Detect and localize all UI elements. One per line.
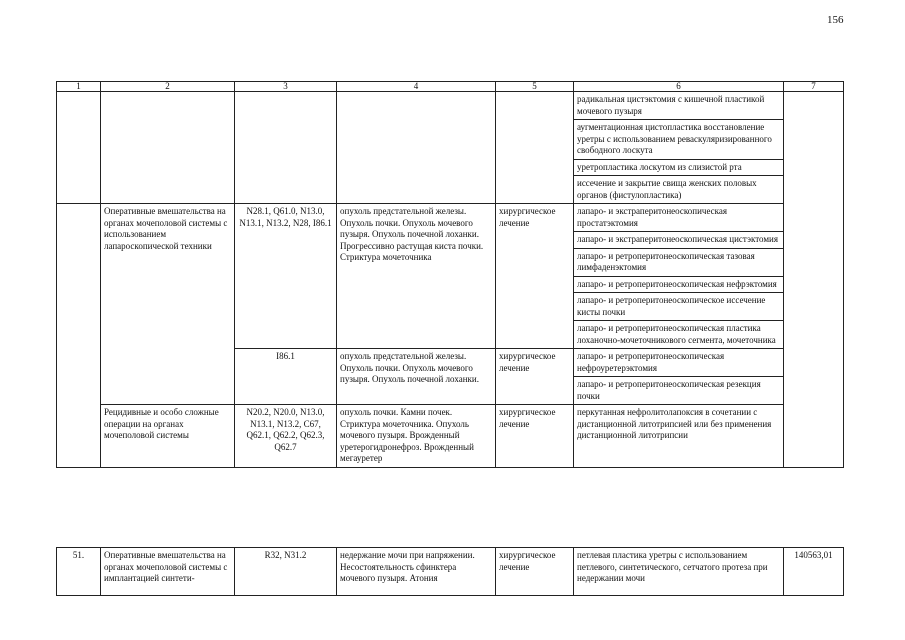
cell-empty	[496, 92, 574, 204]
method-cell: лапаро- и ретроперитонеоскопическая нефрэктомия	[574, 276, 784, 293]
method-cell: лапаро- и экстраперитонеоскопическая простатэктомия	[574, 204, 784, 232]
icd-codes: I86.1	[235, 349, 337, 405]
procedures-table	[56, 81, 844, 468]
procedures-table-row51	[56, 547, 844, 596]
method-cell: уретропластика лоскутом из слизистой рта	[574, 159, 784, 176]
header-row	[57, 82, 844, 92]
icd-codes: N20.2, N20.0, N13.0, N13.1, N13.2, C67, Q62.1, Q62.2, Q62.3, Q62.7	[235, 405, 337, 468]
column-header: 3	[235, 82, 337, 92]
icd-codes: N28.1, Q61.0, N13.0, N13.1, N13.2, N28, I86.1	[235, 204, 337, 349]
method-cell: лапаро- и ретроперитонеоскопическое иссечение кисты почки	[574, 293, 784, 321]
column-header: 1	[57, 82, 101, 92]
column-header: 6	[574, 82, 784, 92]
method-cell: лапаро- и ретроперитонеоскопическая тазовая лимфаденэктомия	[574, 248, 784, 276]
method-cell: иссечение и закрытие свища женских половых органов (фистулопластика)	[574, 176, 784, 204]
cell-empty	[57, 204, 101, 468]
cost-cell: 140563,01	[784, 548, 844, 596]
cell-empty	[57, 92, 101, 204]
method-cell: лапаро- и ретроперитонеоскопическая пластика лоханочно-мочеточникового сегмента, мочеточника	[574, 321, 784, 349]
method-cell: лапаро- и ретроперитонеоскопическая резекция почки	[574, 377, 784, 405]
method-cell: лапаро- и экстраперитонеоскопическая цистэктомия	[574, 232, 784, 249]
treatment-type: хирургическое лечение	[496, 548, 574, 596]
icd-codes: R32, N31.2	[235, 548, 337, 596]
column-header: 2	[101, 82, 235, 92]
method-cell: аугментационная цистопластика восстановление уретры с использованием реваскуляризированного свободного лоскута	[574, 120, 784, 160]
method-cell: петлевая пластика уретры с использованием петлевого, синтетического, сетчатого протеза при недержании мочи	[574, 548, 784, 596]
row-number: 51.	[57, 548, 101, 596]
patient-model: опухоль предстательной железы. Опухоль почки. Опухоль мочевого пузыря. Опухоль почечной лоханки. Прогрессивно растущая киста почки. Стриктура мочеточника	[337, 204, 496, 349]
treatment-type: хирургическое лечение	[496, 204, 574, 349]
method-cell: перкутанная нефролитолапоксия в сочетании с дистанционной литотрипсией или без применения дистанционной литотрипсии	[574, 405, 784, 468]
method-cell: лапаро- и ретроперитонеоскопическая нефроуретерэктомия	[574, 349, 784, 377]
table-row	[57, 204, 844, 232]
procedure-name: Оперативные вмешательства на органах мочеполовой системы с имплантацией синтети-	[101, 548, 235, 596]
patient-model: опухоль почки. Камни почек. Стриктура мочеточника. Опухоль мочевого пузыря. Врожденный уретерогидронефроз. Врожденный мегауретер	[337, 405, 496, 468]
column-header: 4	[337, 82, 496, 92]
cell-empty	[784, 92, 844, 468]
page-number: 156	[827, 14, 844, 26]
treatment-type: хирургическое лечение	[496, 405, 574, 468]
procedure-name: Рецидивные и особо сложные операции на органах мочеполовой системы	[101, 405, 235, 468]
cell-empty	[235, 92, 337, 204]
treatment-type: хирургическое лечение	[496, 349, 574, 405]
table-row	[57, 92, 844, 120]
method-cell: радикальная цистэктомия с кишечной пластикой мочевого пузыря	[574, 92, 784, 120]
table-row	[57, 405, 844, 468]
table-row	[57, 548, 844, 596]
patient-model: опухоль предстательной железы. Опухоль почки. Опухоль мочевого пузыря. Опухоль почечной лоханки.	[337, 349, 496, 405]
column-header: 7	[784, 82, 844, 92]
column-header: 5	[496, 82, 574, 92]
cell-empty	[337, 92, 496, 204]
cell-empty	[101, 92, 235, 204]
patient-model: недержание мочи при напряжении. Несостоятельность сфинктера мочевого пузыря. Атония	[337, 548, 496, 596]
procedure-name: Оперативные вмешательства на органах мочеполовой системы с использованием лапароскопической техники	[101, 204, 235, 405]
